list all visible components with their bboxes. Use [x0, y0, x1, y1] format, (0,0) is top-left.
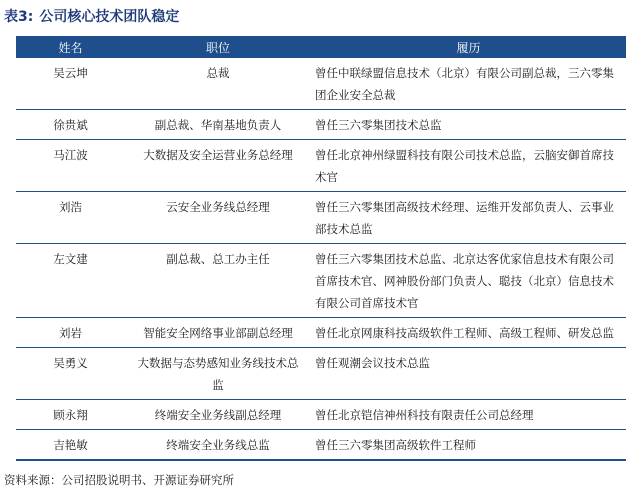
cell-position: 副总裁、华南基地负责人 — [125, 110, 311, 140]
table-row — [16, 110, 626, 140]
table-row — [16, 430, 626, 461]
cell-position: 大数据与态势感知业务线技术总监 — [125, 348, 311, 400]
table-row — [16, 348, 626, 400]
cell-position: 总裁 — [125, 58, 311, 110]
cell-resume: 曾任北京铠信神州科技有限责任公司总经理 — [311, 400, 626, 430]
cell-position: 大数据及安全运营业务总经理 — [125, 140, 311, 192]
core-team-table — [16, 36, 626, 461]
cell-name: 左文建 — [16, 244, 125, 318]
cell-name: 刘岩 — [16, 318, 125, 348]
cell-name: 吴云坤 — [16, 58, 125, 110]
cell-name: 马江波 — [16, 140, 125, 192]
cell-name: 徐贵斌 — [16, 110, 125, 140]
table-row — [16, 318, 626, 348]
cell-position: 终端安全业务线副总经理 — [125, 400, 311, 430]
table-title — [4, 6, 185, 26]
column-header-resume: 履历 — [311, 36, 626, 58]
cell-position: 智能安全网络事业部副总经理 — [125, 318, 311, 348]
cell-resume: 曾任三六零集团高级软件工程师 — [311, 430, 626, 461]
cell-resume: 曾任中联绿盟信息技术（北京）有限公司副总裁，三六零集团企业安全总裁 — [311, 58, 626, 110]
cell-position: 副总裁、总工办主任 — [125, 244, 311, 318]
column-header-position: 职位 — [125, 36, 311, 58]
cell-name: 吉艳敏 — [16, 430, 125, 461]
cell-resume: 曾任观潮会议技术总监 — [311, 348, 626, 400]
table-title-text: 公司核心技术团队稳定 — [39, 9, 180, 25]
cell-name: 顾永翔 — [16, 400, 125, 430]
cell-resume: 曾任三六零集团高级技术经理、运维开发部负责人、云事业部技术总监 — [311, 192, 626, 244]
cell-name: 刘浩 — [16, 192, 125, 244]
cell-resume: 曾任北京网康科技高级软件工程师、高级工程师、研发总监 — [311, 318, 626, 348]
cell-position: 终端安全业务线总监 — [125, 430, 311, 461]
cell-resume: 曾任三六零集团技术总监、北京达客优家信息技术有限公司首席技术官、网神股份部门负责人、聪技（北京）信息技术有限公司首席技术官 — [311, 244, 626, 318]
cell-position: 云安全业务线总经理 — [125, 192, 311, 244]
table-row — [16, 140, 626, 192]
table-row — [16, 58, 626, 110]
table-row — [16, 192, 626, 244]
cell-name: 吴勇义 — [16, 348, 125, 400]
table-title-label: 表3: — [4, 9, 34, 25]
table-row — [16, 400, 626, 430]
table-row — [16, 244, 626, 318]
cell-resume: 曾任北京神州绿盟科技有限公司技术总监，云脑安御首席技术官 — [311, 140, 626, 192]
column-header-name: 姓名 — [16, 36, 125, 58]
cell-resume: 曾任三六零集团技术总监 — [311, 110, 626, 140]
table-header-row — [16, 36, 626, 58]
source-note: 资料来源：公司招股说明书、开源证券研究所 — [4, 473, 234, 487]
